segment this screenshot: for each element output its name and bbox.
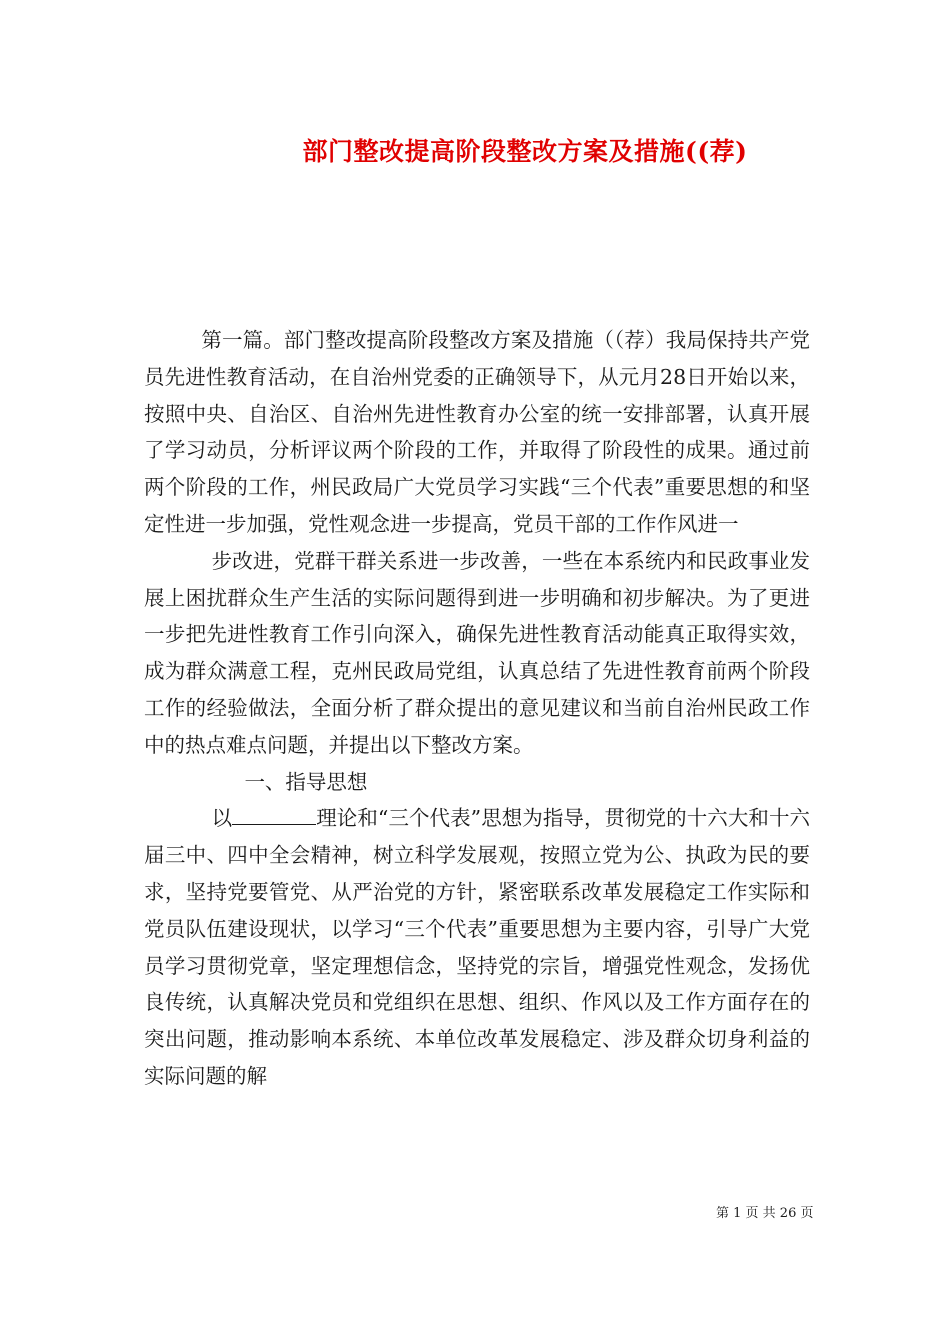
section-heading-guiding-ideology: 一、指导思想 — [244, 769, 368, 794]
paragraph-3 — [144, 800, 810, 1094]
document-body — [144, 322, 810, 1095]
page-number-footer: 第 1 页 共 26 页 — [716, 1206, 814, 1221]
document-title: 部门整改提高阶段整改方案及措施((荐) — [302, 137, 748, 166]
paragraph-3-text: 理论和“三个代表”思想为指导，贯彻党的十六大和十六届三中、四中全会精神，树立科学发展观，按照立党为公、执政为民的要求，坚持党要管党、从严治党的方针，紧密联系改革发展稳定工作实际和党员队伍建设现状，以学习“三个代表”重要思想为主要内容，引导广大党员学习贯彻党章，坚定理想信念，坚持党的宗旨，增强党性观念，发扬优良传统，认真解决党员和党组织在思想、组织、作风以及工作方面存在的突出问题，推动影响本系统、本单位改革发展稳定、涉及群众切身利益的实际问题的解 — [144, 806, 810, 1088]
paragraph-3-prefix: 以 — [211, 806, 233, 831]
paragraph-1: 第一篇。部门整改提高阶段整改方案及措施（（荐）我局保持共产党员先进性教育活动，在自治州党委的正确领导下，从元月28日开始以来，按照中央、自治区、自治州先进性教育办公室的统一安排部署，认真开展了学习动员，分析评议两个阶段的工作，并取得了阶段性的成果。通过前两个阶段的工作，州民政局广大党员学习实践“三个代表”重要思想的和坚定性进一步加强，党性观念进一步提高，党员干部的工作作风进一 — [144, 328, 810, 536]
blank-underline — [232, 802, 316, 825]
paragraph-2: 步改进，党群干群关系进一步改善，一些在本系统内和民政事业发展上困扰群众生产生活的实际问题得到进一步明确和初步解决。为了更进一步把先进性教育工作引向深入，确保先进性教育活动能真正取得实效，成为群众满意工程，克州民政局党组，认真总结了先进性教育前两个阶段工作的经验做法，全面分析了群众提出的意见建议和当前自治州民政工作中的热点难点问题，并提出以下整改方案。 — [144, 548, 810, 757]
